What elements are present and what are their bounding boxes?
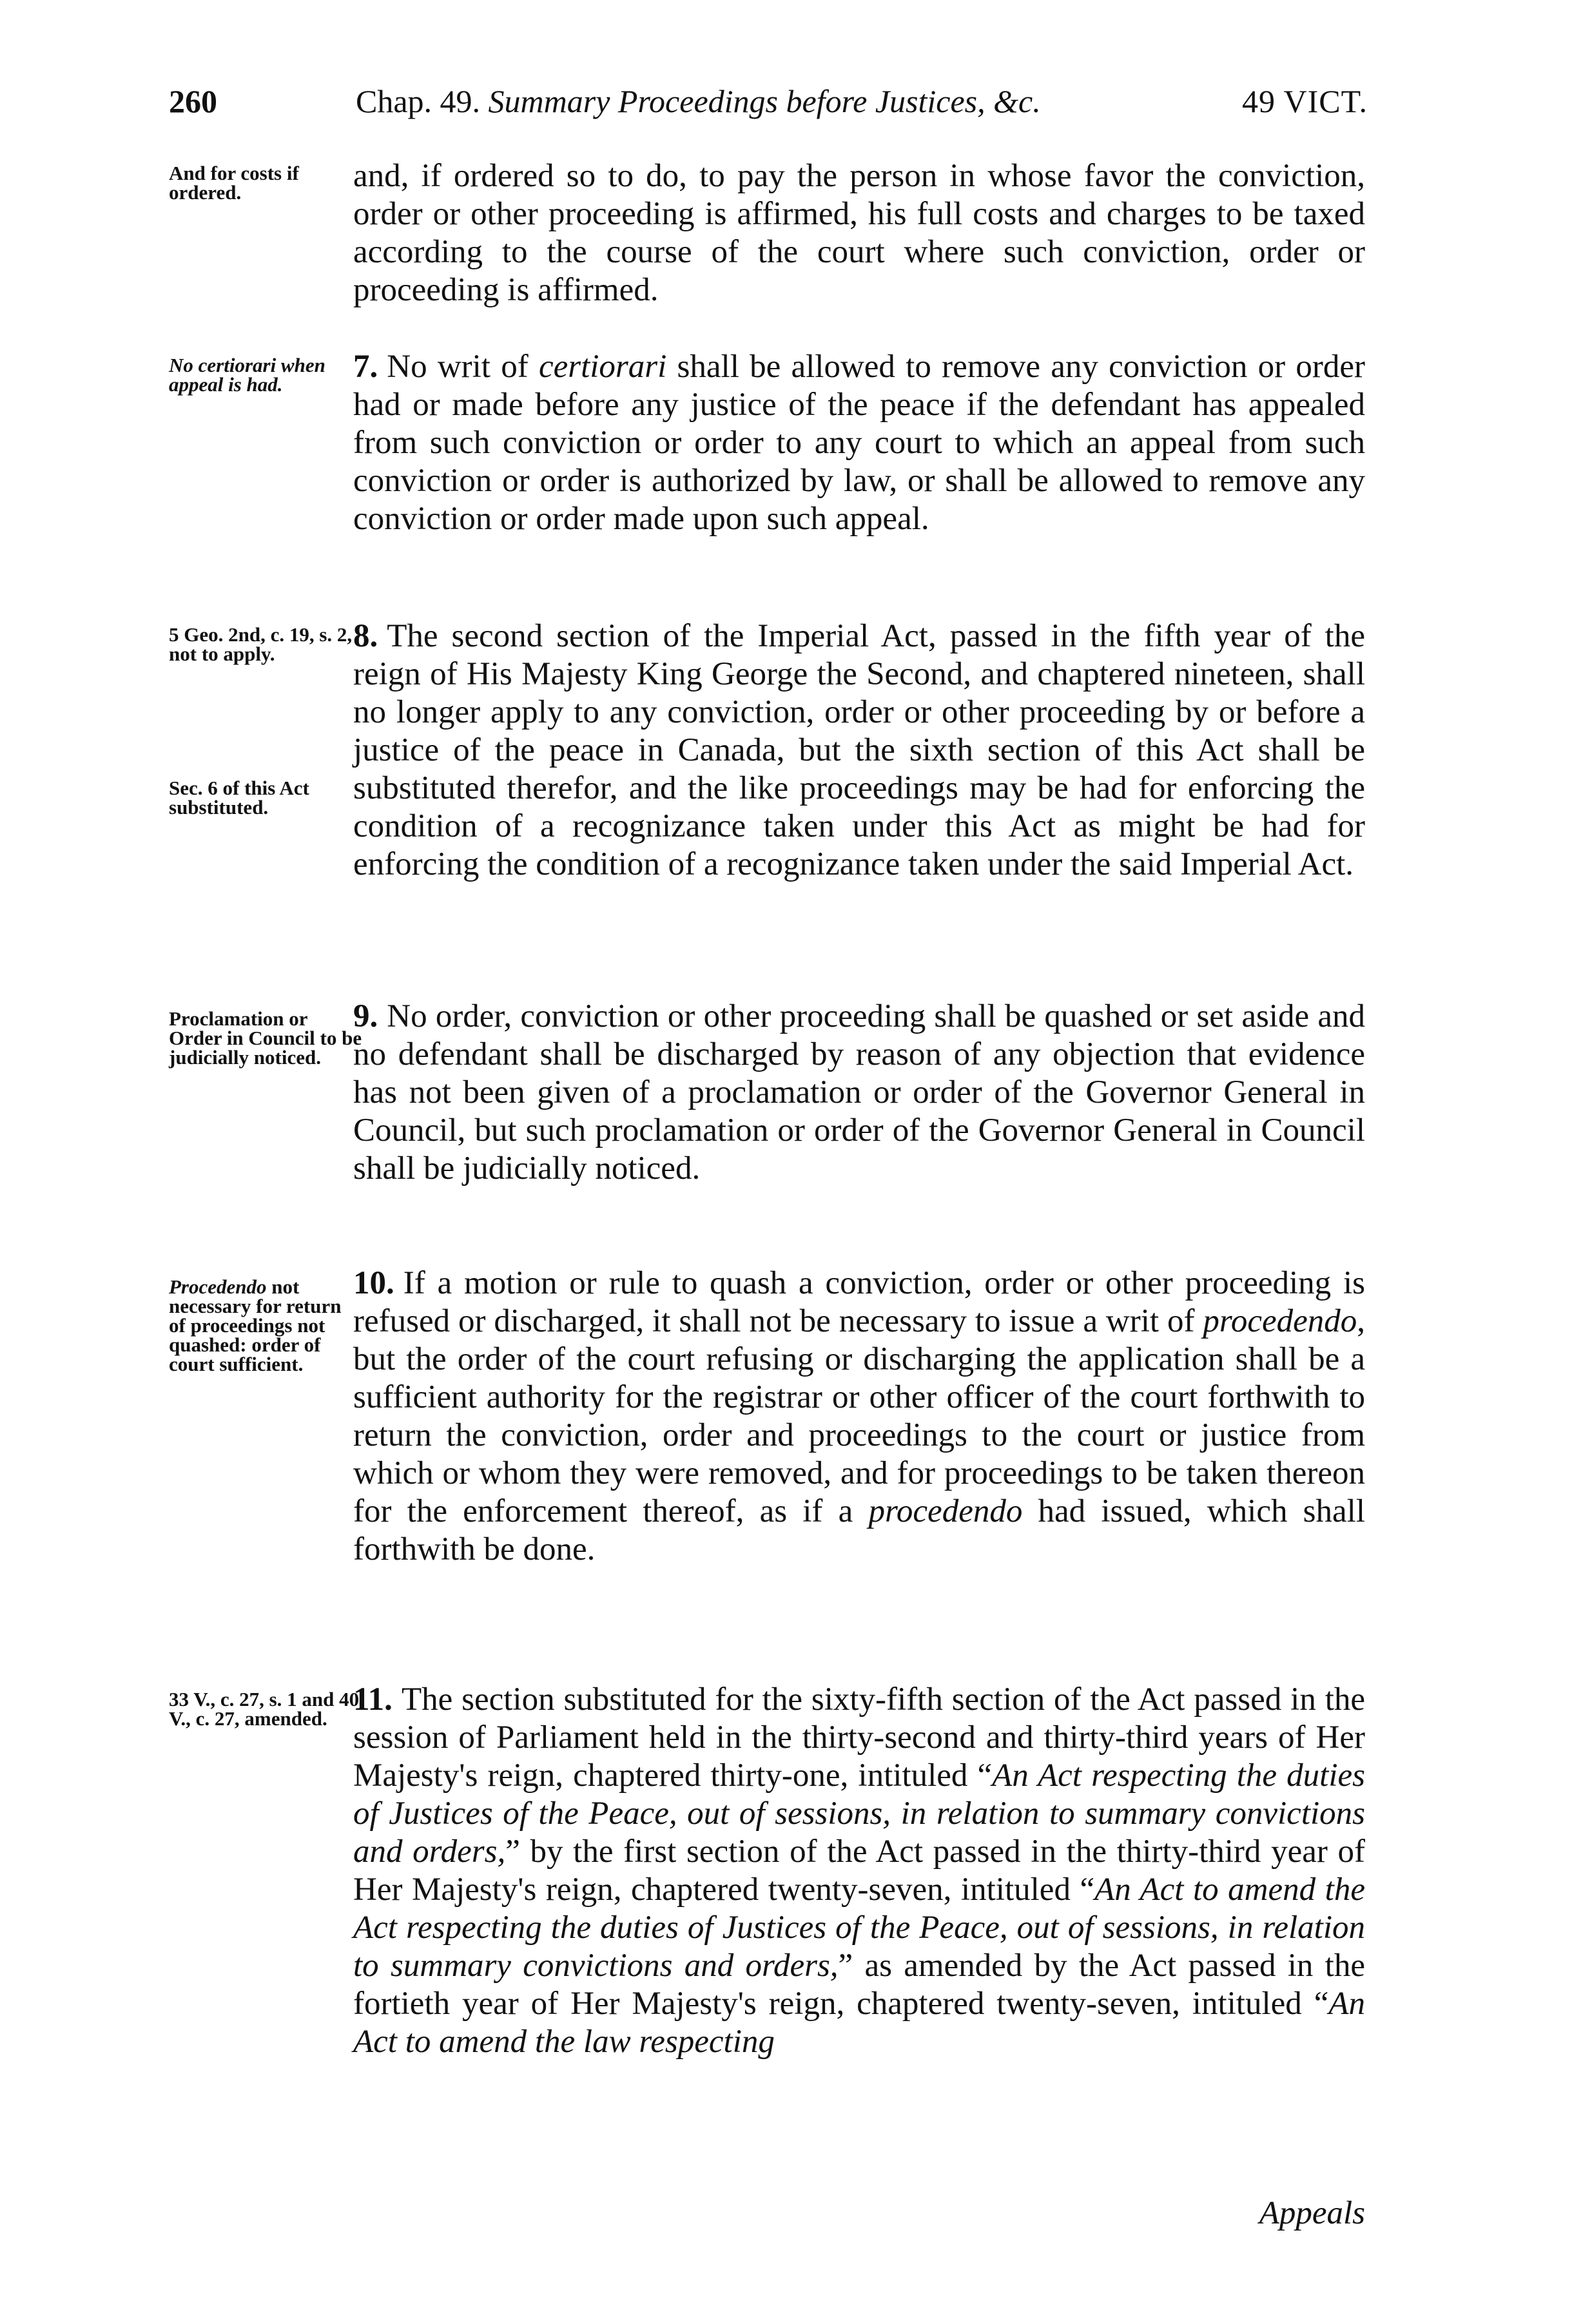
margin-note: 33 V., c. 27, s. 1 and 40 V., c. 27, amended.	[169, 1688, 360, 1730]
section-number: 8.	[353, 618, 378, 654]
regnal-year: 49 VICT.	[1241, 83, 1368, 119]
margin-note: 5 Geo. 2nd, c. 19, s. 2, not to apply.	[169, 623, 353, 665]
section-text: 8. The second section of the Imperial Act, passed in the fifth year of the reign of His Majesty King George the Second, and chaptered nineteen, shall no longer apply to any conviction, order or other proceeding by or before a justice of the peace in Canada, but the sixth section of this Act shall be substituted therefor, and the like proceedings may be had for enforcing the condition of a recognizance taken under this Act as might be had for enforcing the condition of a recognizance taken under the said Imperial Act.	[353, 618, 1365, 882]
header-title	[356, 82, 1041, 120]
section-text: 10. If a motion or rule to quash a conviction, order or other proceeding is refused or discharged, it shall not be necessary to issue a writ of procedendo, but the order of the court refusing or discharging the application shall be a sufficient authority for the registrar or other officer of the court forthwith to return the conviction, order and proceedings to the court or justice from which or whom they were removed, and for proceedings to be taken thereon for the enforcement thereof, as if a procedendo had issued, which shall forthwith be done.	[353, 1265, 1365, 1567]
section-number: 7.	[353, 349, 378, 385]
section-number: 10.	[353, 1265, 394, 1301]
catchword: Appeals	[1259, 2195, 1365, 2231]
act-title: Summary Proceedings before Justices, &c.	[488, 83, 1041, 119]
margin-note: Proclamation or Order in Council to be judicially noticed.	[169, 1007, 362, 1069]
section-number: 11.	[353, 1681, 393, 1718]
margin-note: No certiorari when appeal is had.	[169, 354, 325, 396]
page-number: 260	[169, 83, 217, 119]
section-text: 11. The section substituted for the sixty-fifth section of the Act passed in the session of Parliament held in the thirty-second and thirty-third years of Her Majesty's reign, chaptered thirty-one, intituled “An Act respecting the duties of Justices of the Peace, out of sessions, in relation to summary convictions and orders,” by the first section of the Act passed in the thirty-third year of Her Majesty's reign, chaptered twenty-seven, intituled “An Act to amend the Act respecting the duties of Justices of the Peace, out of sessions, in relation to summary convictions and orders,” as amended by the Act passed in the fortieth year of Her Majesty's reign, chaptered twenty-seven, intituled “An Act to amend the law respecting	[353, 1681, 1365, 2060]
margin-note: And for costs if ordered.	[169, 162, 299, 204]
section-text: 9. No order, conviction or other proceeding shall be quashed or set aside and no defendant shall be discharged by reason of any objection that evidence has not been given of a proclamation or order of the Governor General in Council, but such proclamation or order of the Governor General in Council shall be judicially noticed.	[353, 998, 1365, 1186]
section-number: 9.	[353, 998, 378, 1034]
chapter-label: Chap. 49.	[356, 83, 481, 119]
margin-note: Procedendo not necessary for return of proceedings not quashed: order of court sufficient.	[169, 1275, 342, 1375]
running-header	[169, 82, 1368, 134]
margin-note-secondary: Sec. 6 of this Act substituted.	[169, 777, 309, 818]
section-text: 7. No writ of certiorari shall be allowed to remove any conviction or order had or made before any justice of the peace if the defendant has appealed from such conviction or order to any court to which an appeal from such conviction or order is authorized by law, or shall be allowed to remove any conviction or order made upon such appeal.	[353, 349, 1366, 537]
section-text: and, if ordered so to do, to pay the person in whose favor the conviction, order or other proceeding is affirmed, his full costs and charges to be taxed according to the course of the court where such conviction, order or proceeding is affirmed.	[353, 158, 1365, 308]
